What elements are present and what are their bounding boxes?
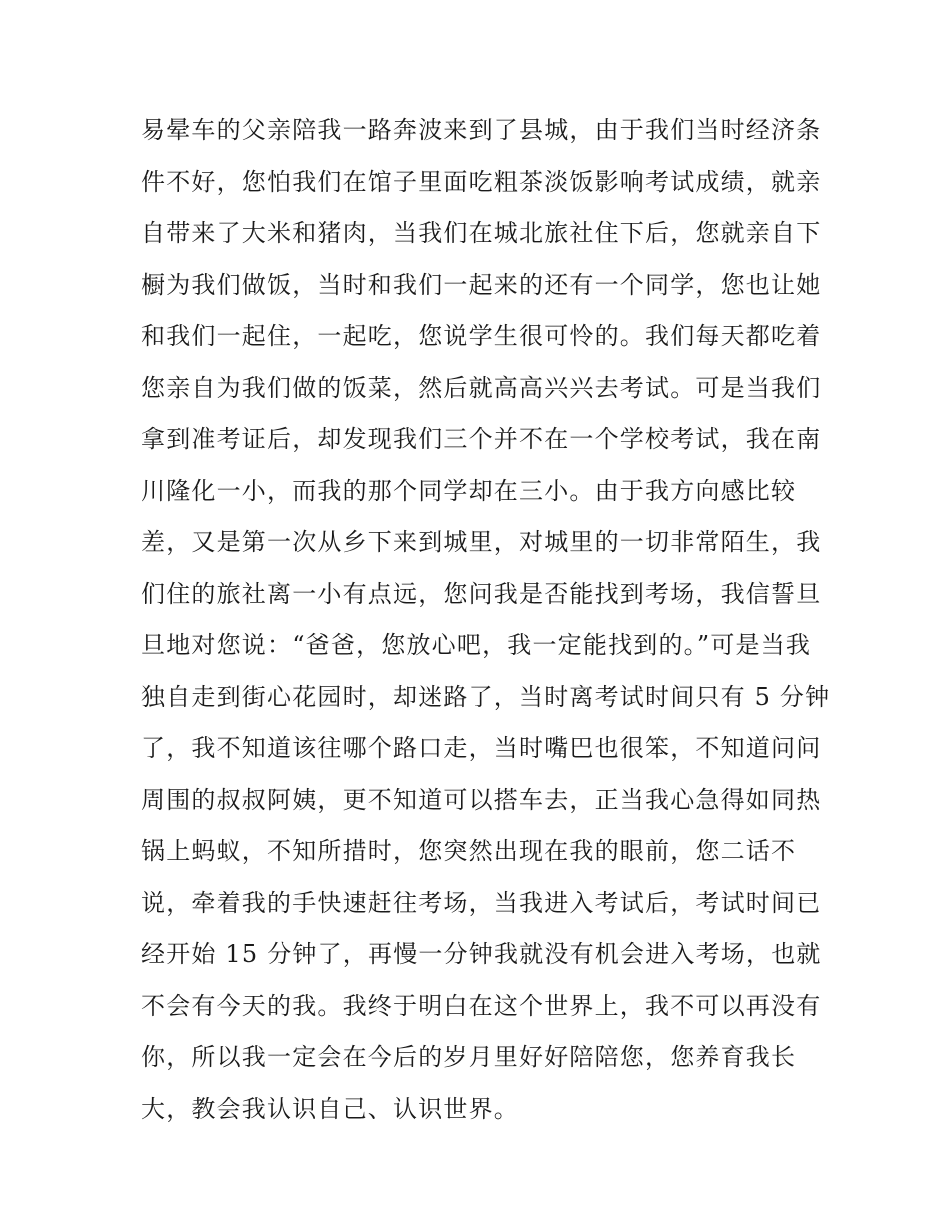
text-line: 你，所以我一定会在今后的岁月里好好陪陪您，您养育我长 <box>141 1043 797 1071</box>
text-line: 说，牵着我的手快速赶往考场，当我进入考试后，考试时间已 <box>141 888 822 917</box>
text-line: 差，又是第一次从乡下来到城里，对城里的一切非常陌生，我 <box>141 528 822 556</box>
text-line: 周围的叔叔阿姨，更不知道可以搭车去，正当我心急得如同热 <box>141 785 822 814</box>
body-text <box>141 108 831 1138</box>
text-line: 件不好，您怕我们在馆子里面吃粗茶淡饭影响考试成绩，就亲 <box>141 167 822 196</box>
text-line: 旦地对您说：“爸爸，您放心吧，我一定能找到的。”可是当我 <box>141 631 812 659</box>
text-line: 大，教会我认识自己、认识世界。 <box>141 1094 519 1123</box>
text-line: 橱为我们做饭，当时和我们一起来的还有一个同学，您也让她 <box>141 270 822 299</box>
text-line: 易晕车的父亲陪我一路奔波来到了县城，由于我们当时经济条 <box>141 116 822 144</box>
text-line: 您亲自为我们做的饭菜，然后就高高兴兴去考试。可是当我们 <box>141 373 822 402</box>
text-line: 了，我不知道该往哪个路口走，当时嘴巴也很笨，不知道问问 <box>141 734 822 762</box>
text-line: 和我们一起住，一起吃，您说学生很可怜的。我们每天都吃着 <box>141 322 822 350</box>
text-line: 川隆化一小，而我的那个同学却在三小。由于我方向感比较 <box>141 476 797 505</box>
text-line: 独自走到街心花园时，却迷路了，当时离考试时间只有 5 分钟 <box>141 682 831 711</box>
text-line: 经开始 15 分钟了，再慢一分钟我就没有机会进入考场，也就 <box>141 940 822 968</box>
text-line: 拿到准考证后，却发现我们三个并不在一个学校考试，我在南 <box>141 425 822 453</box>
text-line: 不会有今天的我。我终于明白在这个世界上，我不可以再没有 <box>141 991 822 1020</box>
text-line: 锅上蚂蚁，不知所措时，您突然出现在我的眼前，您二话不 <box>141 837 797 865</box>
text-line: 自带来了大米和猪肉，当我们在城北旅社住下后，您就亲自下 <box>141 219 822 247</box>
text-line: 们住的旅社离一小有点远，您问我是否能找到考场，我信誓旦 <box>141 579 822 608</box>
